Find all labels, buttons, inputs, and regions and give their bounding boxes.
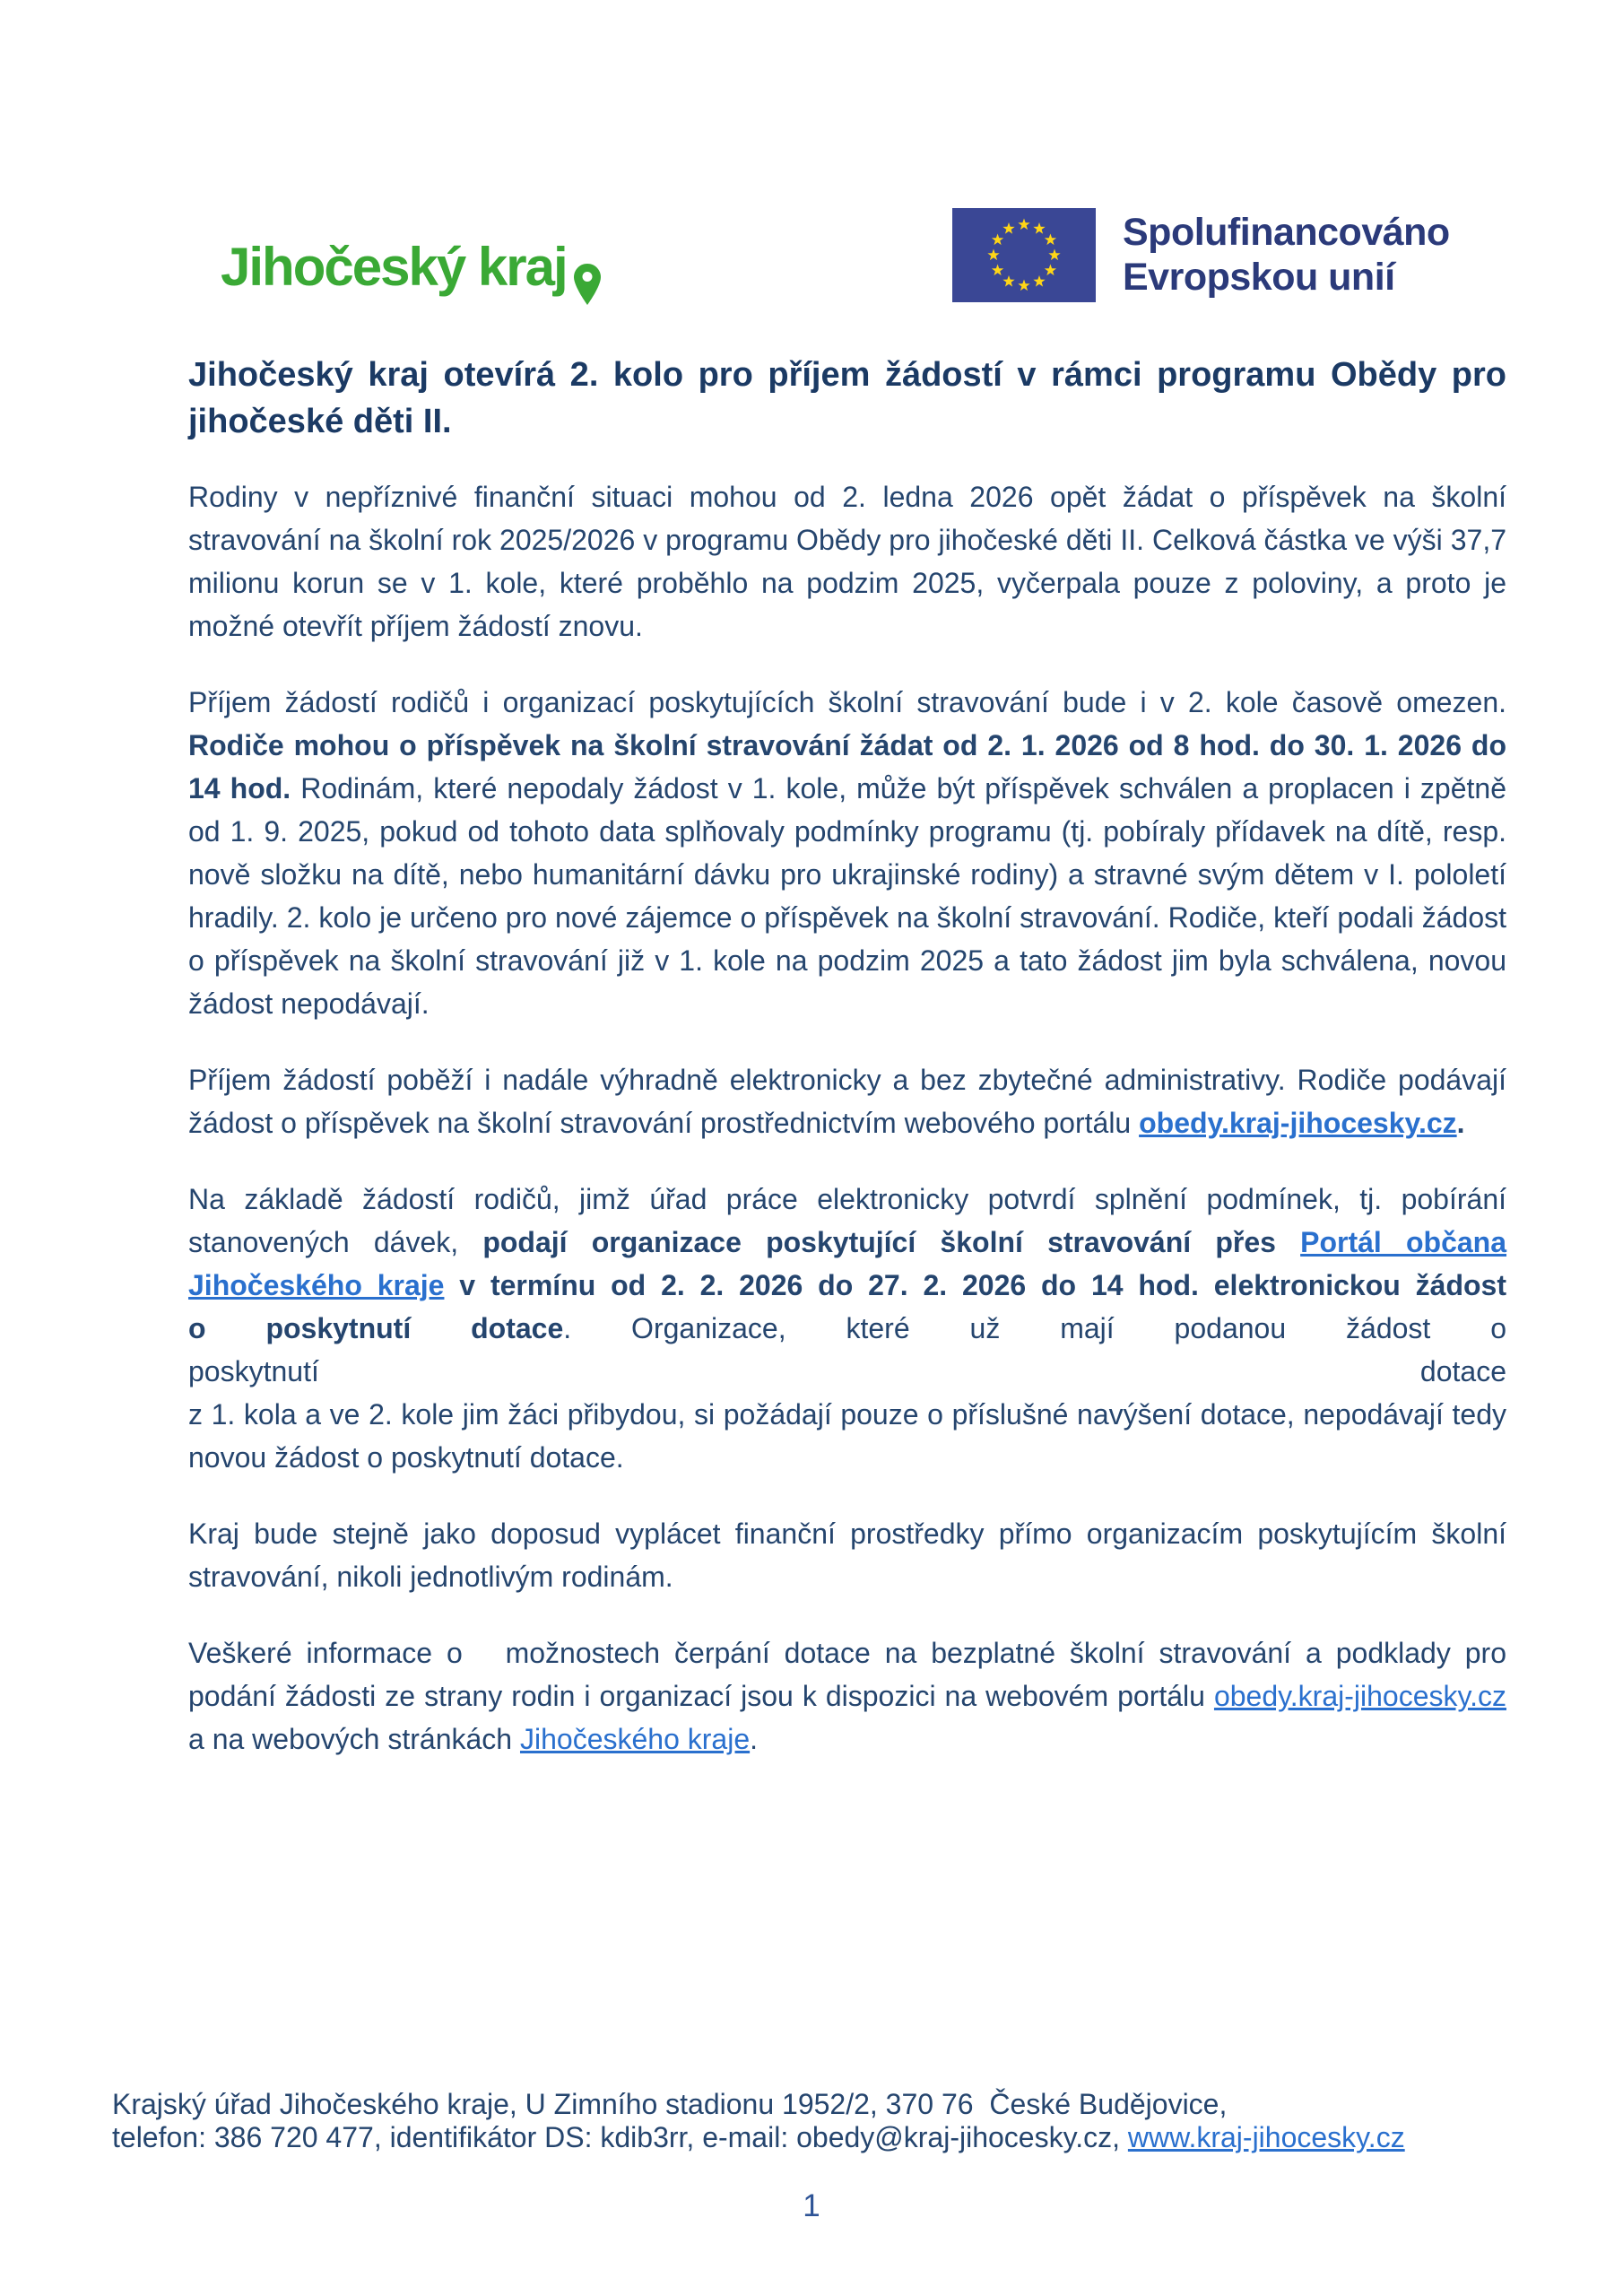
stretched-line-right: dotace [1419,1355,1506,1387]
text-run: . [1456,1107,1465,1139]
text-run: Na základě žádostí rodičů, jimž úřad práce elektronicky potvrdí splnění podmínek, tj. pobírání stanovených dávek, [188,1183,1506,1258]
obedy-portal-link[interactable]: obedy.kraj-jihocesky.cz [1139,1107,1457,1139]
text-run: Příjem žádostí poběží i nadále výhradně elektronicky a bez zbytečné administrativy. Rodiče podávají žádost o příspěvek na školní stravování prostřednictvím webového portálu [188,1064,1506,1139]
eu-lockup-line1: Spolufinancováno [1123,211,1450,254]
jihocesky-kraj-logo [221,237,601,305]
footer-contact-text: telefon: 386 720 477, identifikátor DS: kdib3rr, e-mail: obedy@kraj-jihocesky.cz, [112,2121,1128,2153]
kraj-website-text-link[interactable]: Jihočeského kraje [519,1723,751,1755]
stretched-line [188,1350,1506,1393]
footer-contact-line [112,2121,1405,2154]
text-run: . Organizace, které už mají podanou žádost o [563,1312,1507,1344]
kraj-website-link[interactable]: www.kraj-jihocesky.cz [1127,2121,1405,2153]
paragraph-more-info [188,1631,1506,1761]
text-run: Rodiče mohou o příspěvek na školní stravování žádat od 2. 1. 2026 od 8 hod. do 30. 1. 2026 do 14 hod. [188,729,1506,804]
paragraph-organizations [188,1178,1506,1479]
eu-lockup-line2: Evropskou unií [1123,256,1395,299]
eu-cofunded-lockup [952,208,1450,302]
text-run: . [750,1723,759,1755]
paragraph-electronic-applications [188,1058,1506,1144]
text-run: z 1. kola a ve 2. kole jim žáci přibydou, si požádají pouze o příslušné navýšení dotace, nepodávají tedy novou žádost o poskytnutí dotace. [188,1398,1506,1474]
obedy-portal-link-2[interactable]: obedy.kraj-jihocesky.cz [1213,1680,1506,1712]
document-title: Jihočeský kraj otevírá 2. kolo pro příjem žádostí v rámci programu Obědy pro jihočeské děti II. [188,356,1506,440]
paragraph-intro [188,475,1506,648]
text-run: podají organizace poskytující školní stravování přes [482,1226,1301,1258]
text-run: v termínu od 2. 2. 2026 do 27. 2. 2026 do 14 hod. elektronickou žádost o poskytnutí dotace [188,1269,1507,1344]
text-run: Rodinám, které nepodaly žádost v 1. kole, může být příspěvek schválen a proplacen i zpětně od 1. 9. 2025, pokud od tohoto data splňovaly podmínky programu (tj. pobíraly přídavek na dítě, resp. nově složku na dítě, nebo humanitární dávku pro ukrajinské rodiny) a stravné svým dětem v I. pololetí hradily. 2. kolo je určeno pro nové zájemce o příspěvek na školní stravování. Rodiče, kteří podali žádost o příspěvek na školní stravování již v 1. kole na podzim 2025 a tato žádost jim byla schválena, novou žádost nepodávají. [188,772,1507,1020]
page-footer [112,2088,1405,2154]
footer-address-line: Krajský úřad Jihočeského kraje, U Zimního stadionu 1952/2, 370 76 České Budějovice, [112,2088,1228,2120]
text-run: a na webových stránkách [188,1723,520,1755]
text-run: Veškeré informace o možnostech čerpání dotace na bezplatné školní stravování a podklady pro podání žádosti ze strany rodin i organizací jsou k dispozici na webovém portálu [188,1637,1506,1712]
paragraph-payment [188,1512,1506,1598]
stretched-line-left: poskytnutí [188,1355,319,1387]
paragraph-deadlines [188,681,1506,1025]
page-number: 1 [803,2188,820,2223]
text-run: Příjem žádostí rodičů i organizací poskytujících školní stravování bude i v 2. kole časově omezen. [188,686,1506,718]
eu-lockup-text [1123,210,1450,300]
paragraph-organizations-part1 [188,1178,1506,1350]
eu-flag-icon [952,208,1096,302]
document-body [188,352,1506,1761]
text-run: Kraj bude stejně jako doposud vyplácet finanční prostředky přímo organizacím poskytujícím školní stravování, nikoli jednotlivým rodinám. [188,1518,1506,1593]
text-run: Rodiny v nepříznivé finanční situaci mohou od 2. ledna 2026 opět žádat o příspěvek na školní stravování na školní rok 2025/2026 v programu Obědy pro jihočeské děti II. Celková částka ve výši 37,7 milionu korun se v 1. kole, které proběhlo na podzim 2025, vyčerpala pouze z poloviny, a proto je možné otevřít příjem žádostí znovu. [188,481,1506,642]
paragraph-organizations-part2 [188,1393,1506,1479]
logo-text: Jihočeský kraj [221,237,567,297]
location-pin-icon [574,264,601,305]
portal-obcana-link[interactable]: Portál občana Jihočeského kraje [188,1226,1507,1301]
